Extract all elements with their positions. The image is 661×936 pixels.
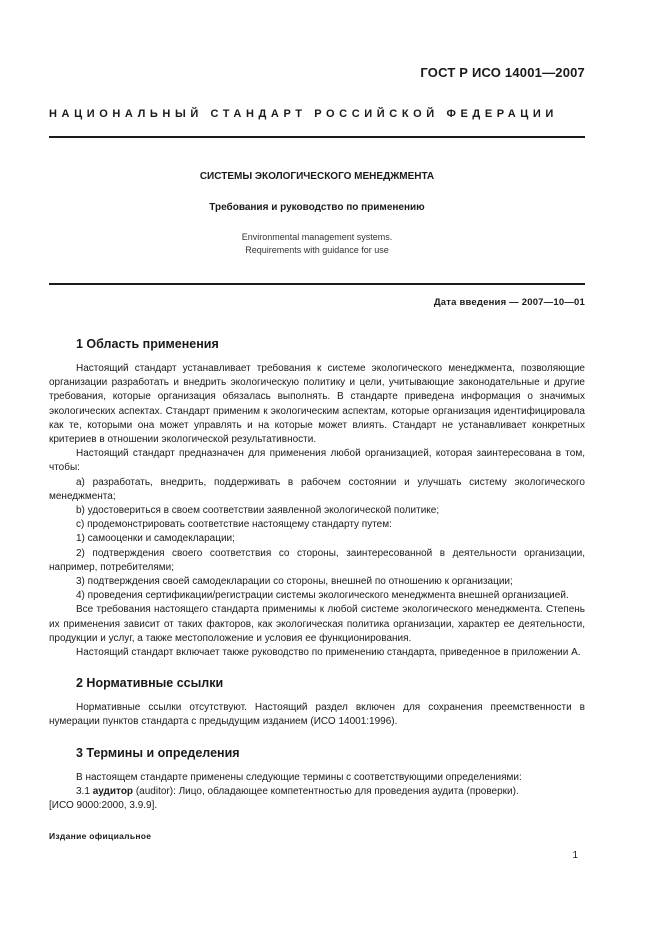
list-item-c: с) продемонстрировать соответствие настоящему стандарту путем: [76, 519, 392, 531]
document-body [49, 336, 585, 813]
standard-subtitle: Требования и руководство по применению [209, 202, 425, 213]
section-1-paragraph-3: Все требования настоящего стандарта применимы к любой системе экологического менеджмента. Степень их применения зависит от таких факторов, как экологическая политика организации, характер ее деятельности, продукции и услуг, а также местоположение и условия ее функционирования. [49, 604, 585, 644]
section-1-paragraph-2: Настоящий стандарт предназначен для применения любой организацией, которая заинтересована в том, чтобы: [49, 448, 585, 474]
list-item-a: а) разработать, внедрить, поддерживать в рабочем состоянии и улучшать систему экологического менеджмента; [49, 476, 585, 502]
section-1-heading: 1 Область применения [76, 337, 219, 351]
english-title-line-2: Requirements with guidance for use [245, 245, 389, 255]
english-title [49, 231, 585, 257]
list-item-1: 1) самооценки и самодекларации; [76, 533, 235, 545]
term-name: аудитор [92, 785, 134, 797]
section-1-paragraph-1: Настоящий стандарт устанавливает требования к системе экологического менеджмента, позволяющие организации разработать и внедрить экологическую политику и цели, учитывающие законодательные и другие требования, которые организация обязалась выполнять. В стандарте приведена информация о значимых экологических аспектах. Стандарт применим к экологическим аспектам, которые организация идентифицировала как те, которыми она может управлять и на которые может влиять. Стандарт не устанавливает конкретных критериев в отношении экологической результативности. [49, 363, 585, 446]
official-edition-note: Издание официальное [49, 831, 152, 841]
document-number: ГОСТ Р ИСО 14001—2007 [420, 65, 585, 80]
section-3-paragraph-1: В настоящем стандарте применены следующие термины с соответствующими определениями: [76, 771, 522, 783]
section-2-heading: 2 Нормативные ссылки [76, 676, 224, 691]
term-3-1 [49, 785, 585, 799]
national-standard-banner: НАЦИОНАЛЬНЫЙ СТАНДАРТ РОССИЙСКОЙ ФЕДЕРАЦИИ [49, 108, 558, 120]
list-item-b: b) удостовериться в своем соответствии заявленной экологической политике; [76, 505, 440, 517]
english-title-line-1: Environmental management systems. [241, 232, 393, 242]
section-gap [49, 660, 585, 675]
term-number: 3.1 [76, 785, 90, 797]
list-item-4: 4) проведения сертификации/регистрации системы экологического менеджмента внешней организацией. [76, 590, 569, 602]
middle-rule [49, 283, 585, 285]
list-item-3: 3) подтверждения своей самодекларации со стороны, внешней по отношению к организации; [76, 576, 513, 588]
introduction-date: Дата введения — 2007—10—01 [433, 297, 585, 308]
section-2-paragraph-1: Нормативные ссылки отсутствуют. Настоящий раздел включен для сохранения преемственности в нумерации пунктов стандарта с предыдущим изданием (ИСО 14001:1996). [49, 702, 585, 728]
page-number: 1 [572, 850, 578, 861]
term-definition: (auditor): Лицо, обладающее компетентностью для проведения аудита (проверки). [135, 785, 519, 797]
list-item-2: 2) подтверждения своего соответствия со стороны, заинтересованной в деятельности организации, например, потребителями; [49, 547, 585, 573]
section-gap [49, 730, 585, 745]
term-reference: [ИСО 9000:2000, 3.9.9]. [49, 800, 158, 812]
standard-title: СИСТЕМЫ ЭКОЛОГИЧЕСКОГО МЕНЕДЖМЕНТА [199, 171, 435, 182]
section-1-paragraph-4: Настоящий стандарт включает также руководство по применению стандарта, приведенное в приложении А. [76, 647, 581, 659]
section-3-heading: 3 Термины и определения [76, 745, 240, 760]
top-rule [49, 136, 585, 138]
